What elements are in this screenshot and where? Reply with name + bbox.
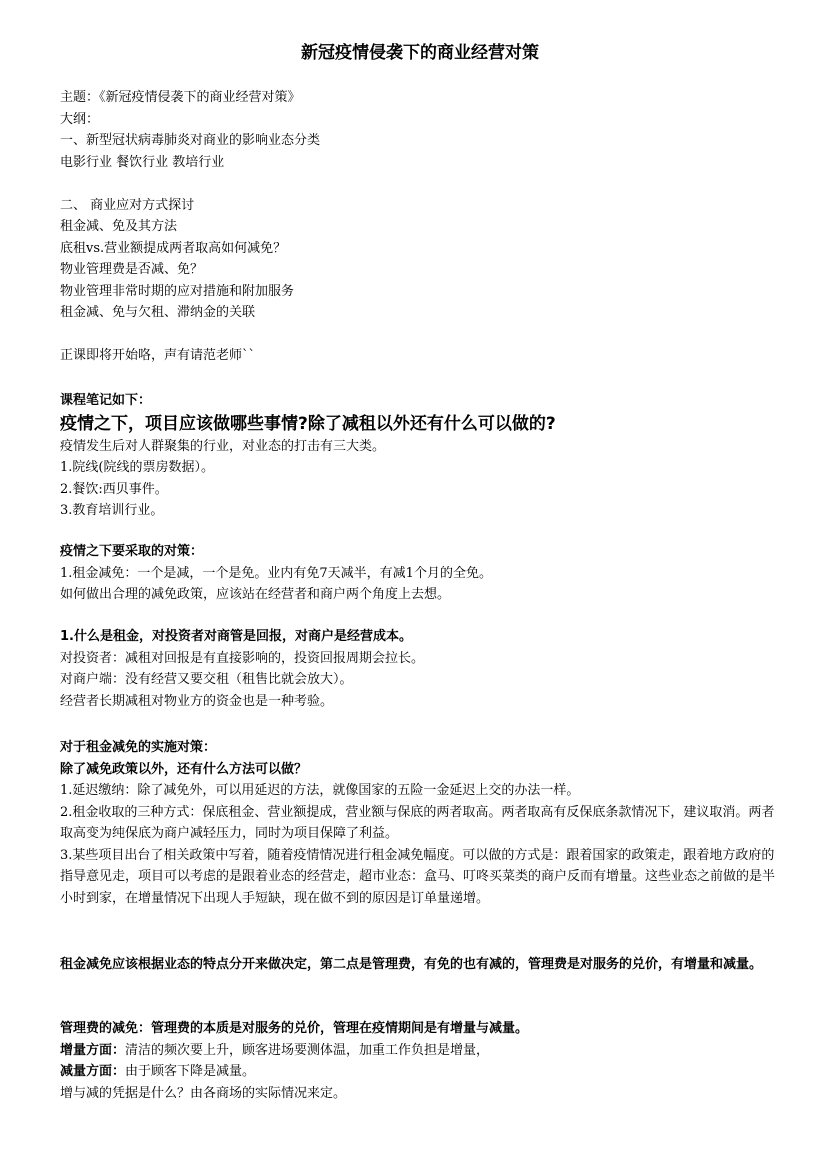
implementation-heading: 对于租金减免的实施对策： <box>60 740 217 755</box>
implementation-item-3: 3.某些项目出台了相关政策中写着，随着疫情情况进行租金减免幅度。可以做的方式是：跟着国家的政策走，跟着地方政府的指导意见走，项目可以考虑的是跟着业态的经营走，超市业态：盒马、叮咚买菜类的商户反而有增量。这些业态之前做的是半小时到家，在增量情况下出现人手短缺，现在做不到的原因是订单量递增。 <box>60 847 776 906</box>
fee-decrease-line <box>60 1061 780 1083</box>
rent-line-1: 对投资者：减租对回报是有直接影响的，投资回报周期会拉长。 <box>60 650 425 666</box>
fee-decrease-text: 由于顾客下降是减量。 <box>125 1064 256 1079</box>
outline-item-1-detail: 电影行业 餐饮行业 教培行业 <box>60 154 225 170</box>
notes-question: 疫情之下，项目应该做哪些事情?除了减租以外还有什么可以做的? <box>60 413 556 434</box>
fee-increase-text: 清洁的频次要上升，顾客进场要测体温，加重工作负担是增量， <box>125 1042 490 1058</box>
measures-heading: 疫情之下要采取的对策： <box>60 544 204 559</box>
notes-line-2: 1.院线(院线的票房数据）。 <box>60 460 214 475</box>
summary-section <box>60 954 780 976</box>
intro-section <box>60 87 780 367</box>
topic-line: 主题：《新冠疫情侵袭下的商业经营对策》 <box>60 90 301 105</box>
implementation-subheading: 除了减免政策以外，还有什么方法可以做？ <box>60 761 308 777</box>
notes-section <box>60 390 780 522</box>
outline-item-2d: 物业管理非常时期的应对措施和附加服务 <box>60 283 295 299</box>
outline-item-2e: 租金减、免与欠租、滞纳金的关联 <box>60 305 256 320</box>
implementation-item-1: 1.延迟缴纳：除了减免外，可以用延迟的方法，就像国家的五险一金延迟上交的办法一样。 <box>60 783 580 798</box>
summary-text: 租金减免应该根据业态的特点分开来做决定，第二点是管理费，有免的也有减的，管理费是对服务的兑价，有增量和减量。 <box>60 957 763 972</box>
management-fee-section <box>60 1018 780 1104</box>
implementation-item-2: 2.租金收取的三种方式：保底租金、营业额提成，营业额与保底的两者取高。两者取高有反保底条款情况下，建议取消。两者取高变为纯保底为商户减轻压力，同时为项目保障了利益。 <box>60 804 775 841</box>
course-start-line: 正课即将开始咯，声有请范老师`` <box>60 348 256 363</box>
notes-line-1: 疫情发生后对人群聚集的行业，对业态的打击有三大类。 <box>60 438 386 454</box>
measures-line-2: 如何做出合理的减免政策，应该站在经营者和商户两个角度上去想。 <box>60 587 451 602</box>
rent-line-3: 经营者长期减租对物业方的资金也是一种考验。 <box>60 693 334 709</box>
outline-item-2: 二、 商业应对方式探讨 <box>60 197 195 213</box>
fee-heading: 管理费的减免：管理费的本质是对服务的兑价，管理在疫情期间是有增量与减量。 <box>60 1021 529 1036</box>
outline-item-2b: 底租vs.营业额提成两者取高如何减免？ <box>60 240 287 256</box>
document-title: 新冠疫情侵袭下的商业经营对策 <box>301 43 539 63</box>
notes-line-4: 3.教育培训行业。 <box>60 503 164 518</box>
notes-heading: 课程笔记如下： <box>60 393 152 408</box>
outline-item-2c: 物业管理费是否减、免？ <box>60 262 204 277</box>
notes-line-3: 2.餐饮:西贝事件。 <box>60 481 168 497</box>
outline-item-1: 一、新型冠状病毒肺炎对商业的影响业态分类 <box>60 133 321 148</box>
implementation-section <box>60 737 780 909</box>
fee-increase-label: 增量方面： <box>60 1042 126 1058</box>
rent-section <box>60 626 780 712</box>
outline-item-2a: 租金减、免及其方法 <box>60 219 178 234</box>
measures-section <box>60 541 780 606</box>
fee-basis-line: 增与减的凭据是什么？由各商场的实际情况来定。 <box>60 1085 347 1101</box>
outline-label: 大纲： <box>60 111 100 127</box>
rent-line-2: 对商户端：没有经营又要交租（租售比就会放大）。 <box>60 672 353 687</box>
fee-increase-line <box>60 1040 780 1062</box>
fee-decrease-label: 减量方面： <box>60 1064 126 1079</box>
rent-heading: 1.什么是租金，对投资者对商管是回报，对商户是经营成本。 <box>60 629 412 644</box>
measures-line-1: 1.租金减免：一个是减，一个是免。业内有免7天减半，有减1个月的全免。 <box>60 565 492 581</box>
